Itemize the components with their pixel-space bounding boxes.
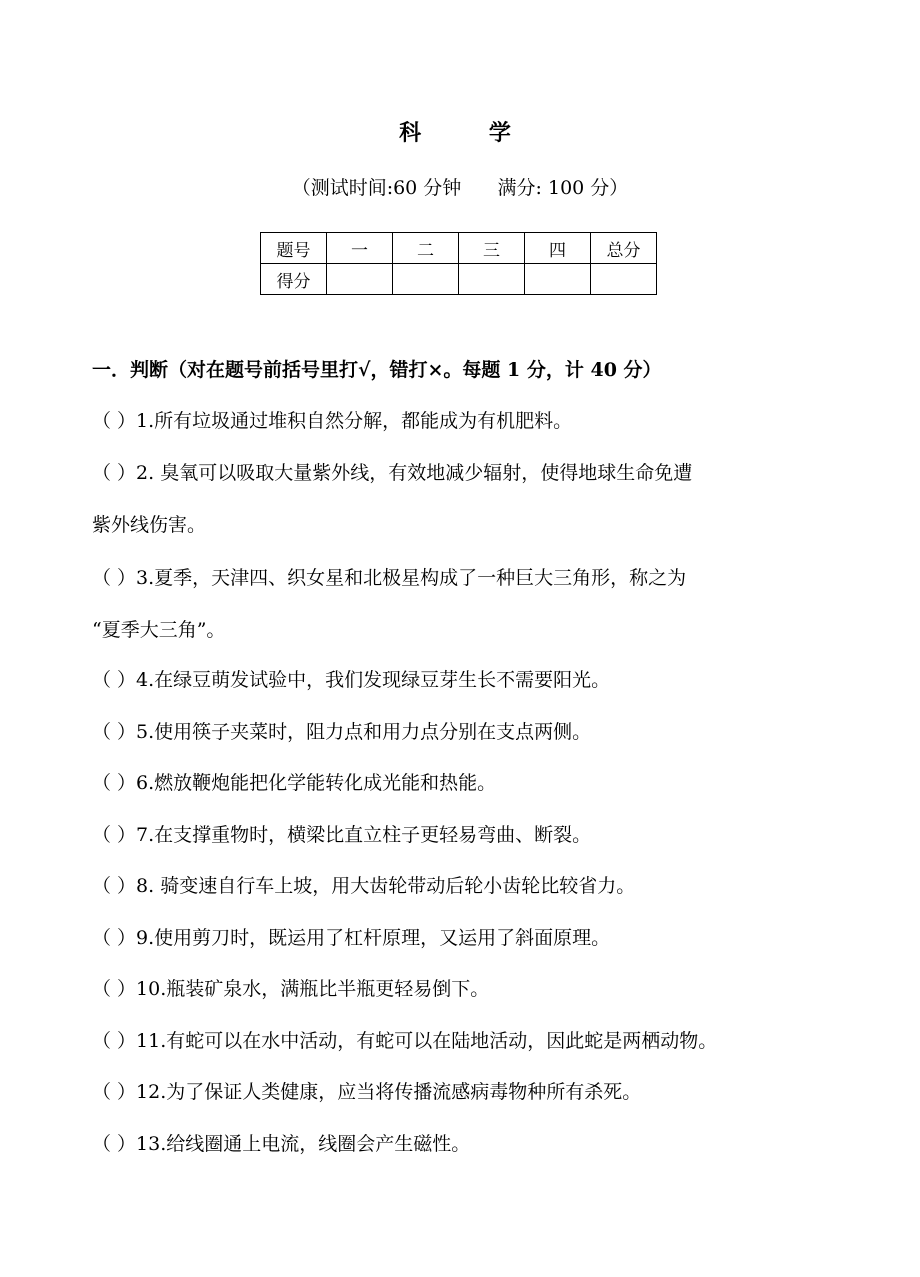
score-cell: 三 [459, 233, 525, 264]
question-line: “夏季大三角”。 [92, 619, 226, 641]
score-table [260, 232, 657, 295]
question-line: （ ）10.瓶装矿泉水，满瓶比半瓶更轻易倒下。 [92, 978, 490, 1000]
question-line: （ ）13.给线圈通上电流，线圈会产生磁性。 [92, 1133, 471, 1155]
question-line: （ ）4.在绿豆萌发试验中，我们发现绿豆芽生长不需要阳光。 [92, 669, 611, 691]
score-cell: 二 [393, 233, 459, 264]
score-cell: 四 [525, 233, 591, 264]
question-line: （ ）1.所有垃圾通过堆积自然分解，都能成为有机肥料。 [92, 410, 573, 432]
score-cell: 题号 [261, 233, 327, 264]
score-cell: 总分 [591, 233, 657, 264]
question-line: （ ）8. 骑变速自行车上坡，用大齿轮带动后轮小齿轮比较省力。 [92, 875, 636, 897]
page-title: 科 学 [399, 120, 541, 146]
score-table-header-row [261, 233, 657, 264]
score-cell [525, 264, 591, 295]
question-line: （ ）2. 臭氧可以吸取大量紫外线，有效地减少辐射，使得地球生命免遭 [92, 462, 693, 484]
question-line: 紫外线伤害。 [92, 514, 207, 536]
question-line: （ ）9.使用剪刀时，既运用了杠杆原理，又运用了斜面原理。 [92, 927, 611, 949]
score-cell [327, 264, 393, 295]
question-line: （ ）6.燃放鞭炮能把化学能转化成光能和热能。 [92, 772, 497, 794]
score-table-score-row [261, 264, 657, 295]
question-line: （ ）5.使用筷子夹菜时，阻力点和用力点分别在支点两侧。 [92, 721, 592, 743]
score-cell [393, 264, 459, 295]
section-heading: 一．判断（对在题号前括号里打√，错打×。每题 1 分，计 40 分） [92, 359, 662, 381]
question-line: （ ）12.为了保证人类健康，应当将传播流感病毒物种所有杀死。 [92, 1081, 642, 1103]
question-line: （ ）11.有蛇可以在水中活动，有蛇可以在陆地活动，因此蛇是两栖动物。 [92, 1030, 718, 1052]
score-cell [459, 264, 525, 295]
exam-info: （测试时间:60 分钟 满分: 100 分） [291, 177, 629, 199]
question-line: （ ）7.在支撑重物时，横梁比直立柱子更轻易弯曲、断裂。 [92, 824, 592, 846]
question-line: （ ）3.夏季，天津四、织女星和北极星构成了一种巨大三角形，称之为 [92, 567, 687, 589]
score-cell: 一 [327, 233, 393, 264]
score-cell: 得分 [261, 264, 327, 295]
score-cell [591, 264, 657, 295]
